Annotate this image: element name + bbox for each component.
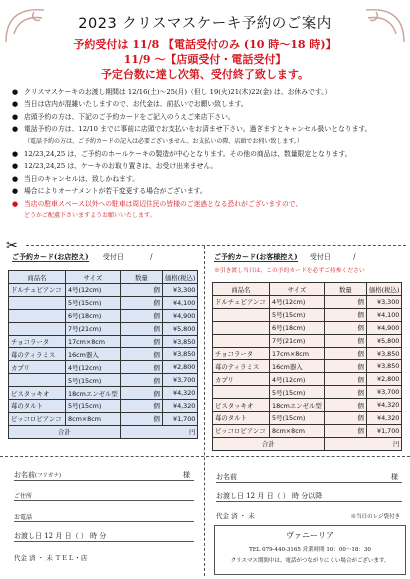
reservation-end-notice: 予定台数に達し次第、受付終了致します。 [100, 68, 310, 81]
shop-info-box [214, 525, 406, 575]
price-cell: ¥2,800 [366, 373, 402, 386]
size-cell: 17cm×8cm [66, 335, 121, 348]
right-received-label: 受付日 [309, 253, 331, 261]
left-received-label: 受付日 [102, 253, 124, 261]
pickup-label: お渡し日 12 月 日（ ） 時 分以降 [216, 492, 323, 500]
table-row [213, 308, 402, 321]
size-cell: 18cmエンゼル型 [270, 399, 325, 412]
register-note: ※当日のレジ袋付き [350, 514, 400, 520]
table-row [9, 361, 198, 374]
note-item: ● 電話予約の方は、12/10 までに事前に店頭でお支払いをお済ませ下さい。過ぎますとキャンセル扱いとなります。 [12, 123, 404, 135]
table-row [9, 309, 198, 322]
price-cell: ¥3,700 [162, 374, 198, 387]
product-name-cell [9, 322, 66, 335]
price-cell: ¥5,800 [162, 322, 198, 335]
size-cell: 4号(12cm) [66, 284, 121, 297]
price-cell: ¥1,700 [366, 424, 402, 437]
quantity-cell[interactable]: 個 [324, 334, 366, 347]
table-row [213, 347, 402, 360]
price-cell: ¥4,100 [162, 296, 198, 309]
price-cell: ¥4,320 [366, 412, 402, 425]
quantity-cell[interactable]: 個 [120, 348, 162, 361]
reservation-start-line [0, 38, 410, 52]
quantity-cell[interactable]: 個 [324, 373, 366, 386]
note-item: ● 店頭予約の方は、下記のご予約カードをご記入のうえご来店下さい。 [12, 111, 404, 123]
quantity-cell[interactable]: 個 [324, 321, 366, 334]
product-name-cell: カプリ [213, 373, 270, 386]
total-label: 合計 [9, 425, 121, 438]
quantity-cell[interactable]: 個 [120, 296, 162, 309]
size-cell: 5号(15cm) [270, 386, 325, 399]
left-order-table [8, 270, 198, 439]
quantity-cell[interactable]: 個 [120, 412, 162, 425]
product-name-cell: ドルチェピアンコ [9, 284, 66, 297]
product-name-cell [213, 334, 270, 347]
product-name-cell [213, 321, 270, 334]
product-name-cell: ピスタッキオ [213, 399, 270, 412]
table-total-row [9, 425, 198, 438]
size-cell: 4号(12cm) [270, 373, 325, 386]
left-name-field[interactable] [14, 470, 194, 481]
product-name-cell: 苺のティラミス [213, 360, 270, 373]
name-kana-label: (フリガナ) [35, 473, 62, 479]
col-price: 価格(税込) [366, 283, 402, 296]
size-cell: 7号(21cm) [66, 322, 121, 335]
quantity-cell[interactable]: 個 [324, 412, 366, 425]
right-name-field[interactable] [216, 472, 402, 483]
size-cell: 5号(15cm) [66, 400, 121, 413]
right-received-slash: / [353, 253, 356, 261]
quantity-cell[interactable]: 個 [324, 386, 366, 399]
size-cell: 6号(18cm) [66, 309, 121, 322]
product-name-cell: ピッコロピアンコ [213, 424, 270, 437]
quantity-cell[interactable]: 個 [120, 374, 162, 387]
payment-label: 代金 済 ・ 未 [216, 512, 255, 520]
quantity-cell[interactable]: 個 [120, 335, 162, 348]
price-cell: ¥4,320 [366, 399, 402, 412]
col-quantity: 数量 [324, 283, 366, 296]
note-item-parking-cont: どうかご配慮下さいますようお願いいたします。 [24, 212, 156, 220]
size-cell: 5号(15cm) [66, 296, 121, 309]
scissors-icon: ✂ [6, 238, 18, 254]
price-cell: ¥4,100 [366, 308, 402, 321]
left-phone-field[interactable] [14, 512, 194, 522]
table-header-row [213, 283, 402, 296]
product-name-cell [9, 296, 66, 309]
quantity-cell[interactable]: 個 [324, 308, 366, 321]
table-row [213, 360, 402, 373]
product-name-cell: カプリ [9, 361, 66, 374]
size-cell: 18cmエンゼル型 [66, 387, 121, 400]
price-cell: ¥4,900 [366, 321, 402, 334]
table-header-row [9, 271, 198, 284]
shop-tel: TEL 079-440-3165 営業時間 10：00〜18：30 [249, 547, 371, 553]
note-item: ● 12/23,24,25 は、ケーキのお取り置きは、お受け出来ません。 [12, 160, 404, 172]
col-quantity: 数量 [120, 271, 162, 284]
left-received-slash: / [150, 253, 153, 261]
price-cell: ¥3,300 [162, 284, 198, 297]
table-row [213, 334, 402, 347]
product-name-cell: ドルチェピアンコ [213, 296, 270, 309]
notes-list [12, 86, 404, 222]
honorific-label: 様 [183, 471, 190, 479]
name-label: お名前 [216, 473, 237, 481]
price-cell: ¥3,850 [162, 348, 198, 361]
note-item: ● クリスマスケーキのお渡し期間は 12/16(土)〜25(月)（但し 19(火)21(木)22(金) は、お休みです。） [12, 86, 404, 98]
table-row [9, 400, 198, 413]
table-row [9, 322, 198, 335]
right-order-table [212, 282, 402, 451]
product-name-cell [9, 309, 66, 322]
size-cell: 17cm×8cm [270, 347, 325, 360]
size-cell: 5号(15cm) [270, 412, 325, 425]
address-label: ご住所 [14, 493, 33, 500]
quantity-cell[interactable]: 個 [324, 347, 366, 360]
product-name-cell: 苺のティラミス [9, 348, 66, 361]
reservation-store-info: 11/9 〜【店頭受付・電話受付】 [123, 53, 287, 66]
note-item: ● 当日は店内が混雑いたしますので、お代金は、前払いでお願い致します。 [12, 98, 404, 110]
quantity-cell[interactable]: 個 [120, 387, 162, 400]
product-name-cell [9, 374, 66, 387]
right-card-title: ご予約カード(お客様控え) [214, 252, 298, 261]
col-price: 価格(税込) [162, 271, 198, 284]
table-row [213, 399, 402, 412]
quantity-cell[interactable]: 個 [324, 399, 366, 412]
table-row [9, 387, 198, 400]
size-cell: 16cm器入 [270, 360, 325, 373]
left-payment-field[interactable] [14, 553, 194, 562]
price-cell: ¥3,850 [366, 360, 402, 373]
table-row [9, 348, 198, 361]
table-row [213, 373, 402, 386]
total-label: 合計 [213, 437, 325, 450]
size-cell: 8cm×8cm [270, 424, 325, 437]
price-cell: ¥5,800 [366, 334, 402, 347]
honorific-label: 様 [391, 473, 398, 481]
price-cell: ¥4,320 [162, 387, 198, 400]
product-name-cell: チョコラータ [9, 335, 66, 348]
product-name-cell: 苺のタルト [9, 400, 66, 413]
table-row [213, 386, 402, 399]
note-item-parking: ● 当店の駐車スペース以外への駐車は周辺住民の皆様のご迷惑となる恐れがございますので、 [12, 198, 404, 210]
col-product: 商品名 [213, 283, 270, 296]
product-name-cell [213, 386, 270, 399]
quantity-cell[interactable]: 個 [120, 284, 162, 297]
quantity-cell[interactable]: 個 [120, 361, 162, 374]
price-cell: ¥2,800 [162, 361, 198, 374]
cut-line-vertical [204, 246, 205, 576]
quantity-cell[interactable]: 個 [120, 322, 162, 335]
note-item-sub: （電話予約の方は、ご予約カードの記入は必要ございません。お支払いの際、店頭でお伺い致します。） [24, 137, 303, 145]
price-cell: ¥1,700 [162, 412, 198, 425]
table-total-row [213, 437, 402, 450]
col-product: 商品名 [9, 271, 66, 284]
total-amount-field[interactable]: 円 [120, 425, 198, 438]
quantity-cell[interactable]: 個 [324, 424, 366, 437]
table-row [9, 296, 198, 309]
table-row [9, 374, 198, 387]
table-row [213, 412, 402, 425]
page-title: 2023 クリスマスケーキ予約のご案内 [78, 16, 332, 32]
pickup-label: お渡し日 12 月 日（ ） 時 分 [14, 532, 107, 540]
table-row [9, 412, 198, 425]
col-size: サイズ [270, 283, 325, 296]
phone-label: お電話 [14, 514, 33, 521]
size-cell: 6号(18cm) [270, 321, 325, 334]
left-address-field[interactable] [14, 491, 194, 501]
right-pickup-field[interactable] [216, 491, 402, 502]
size-cell: 8cm×8cm [66, 412, 121, 425]
cut-line-lower [0, 456, 410, 457]
shop-name: ヴァニーリア [286, 531, 334, 540]
product-name-cell: ピッコロピアンコ [9, 412, 66, 425]
product-name-cell: ピスタッキオ [9, 387, 66, 400]
left-pickup-field[interactable] [14, 531, 194, 542]
price-cell: ¥3,850 [366, 347, 402, 360]
right-card-header [214, 252, 355, 262]
size-cell: 5号(15cm) [66, 374, 121, 387]
note-item: ● 12/23,24,25 は、ご予約のホールケーキの製造が中心となります。その他の商品は、数量限定となります。 [12, 148, 404, 160]
quantity-cell[interactable]: 個 [324, 296, 366, 309]
product-name-cell [213, 308, 270, 321]
quantity-cell[interactable]: 個 [324, 360, 366, 373]
price-cell: ¥3,300 [366, 296, 402, 309]
shop-footer: クリスマス期間中は、電話がつながりにくい場合がございます。 [230, 558, 390, 564]
table-row [9, 335, 198, 348]
size-cell: 16cm器入 [66, 348, 121, 361]
size-cell: 4号(12cm) [270, 296, 325, 309]
table-row [9, 284, 198, 297]
total-amount-field[interactable]: 円 [324, 437, 402, 450]
price-cell: ¥3,850 [162, 335, 198, 348]
price-cell: ¥4,900 [162, 309, 198, 322]
left-card-header [12, 252, 152, 262]
quantity-cell[interactable]: 個 [120, 400, 162, 413]
col-size: サイズ [66, 271, 121, 284]
note-item: ● 当日のキャンセルは、致しかねます。 [12, 173, 404, 185]
price-cell: ¥3,700 [366, 386, 402, 399]
note-item: ● 場合によりオーナメントが若干変更する場合がございます。 [12, 185, 404, 197]
payment-label: 代金 済 ・ 未 ＴＥＬ・店 [14, 554, 88, 562]
size-cell: 5号(15cm) [270, 308, 325, 321]
cut-line [26, 245, 406, 246]
product-name-cell: 苺のタルト [213, 412, 270, 425]
product-name-cell: チョコラータ [213, 347, 270, 360]
table-row [213, 296, 402, 309]
quantity-cell[interactable]: 個 [120, 309, 162, 322]
left-card-title: ご予約カード(お店控え) [12, 252, 89, 261]
right-payment-field[interactable] [216, 511, 402, 520]
table-row [213, 424, 402, 437]
size-cell: 7号(21cm) [270, 334, 325, 347]
right-card-note: ※引き渡し当日は、この予約カードを必ずご持参ください [214, 268, 365, 274]
table-row [213, 321, 402, 334]
name-label: お名前 [14, 471, 35, 479]
reservation-phone-info: 予約受付は 11/8 【電話受付のみ (10 時〜18 時)】 [73, 38, 337, 51]
size-cell: 4号(12cm) [66, 361, 121, 374]
price-cell: ¥4,320 [162, 400, 198, 413]
